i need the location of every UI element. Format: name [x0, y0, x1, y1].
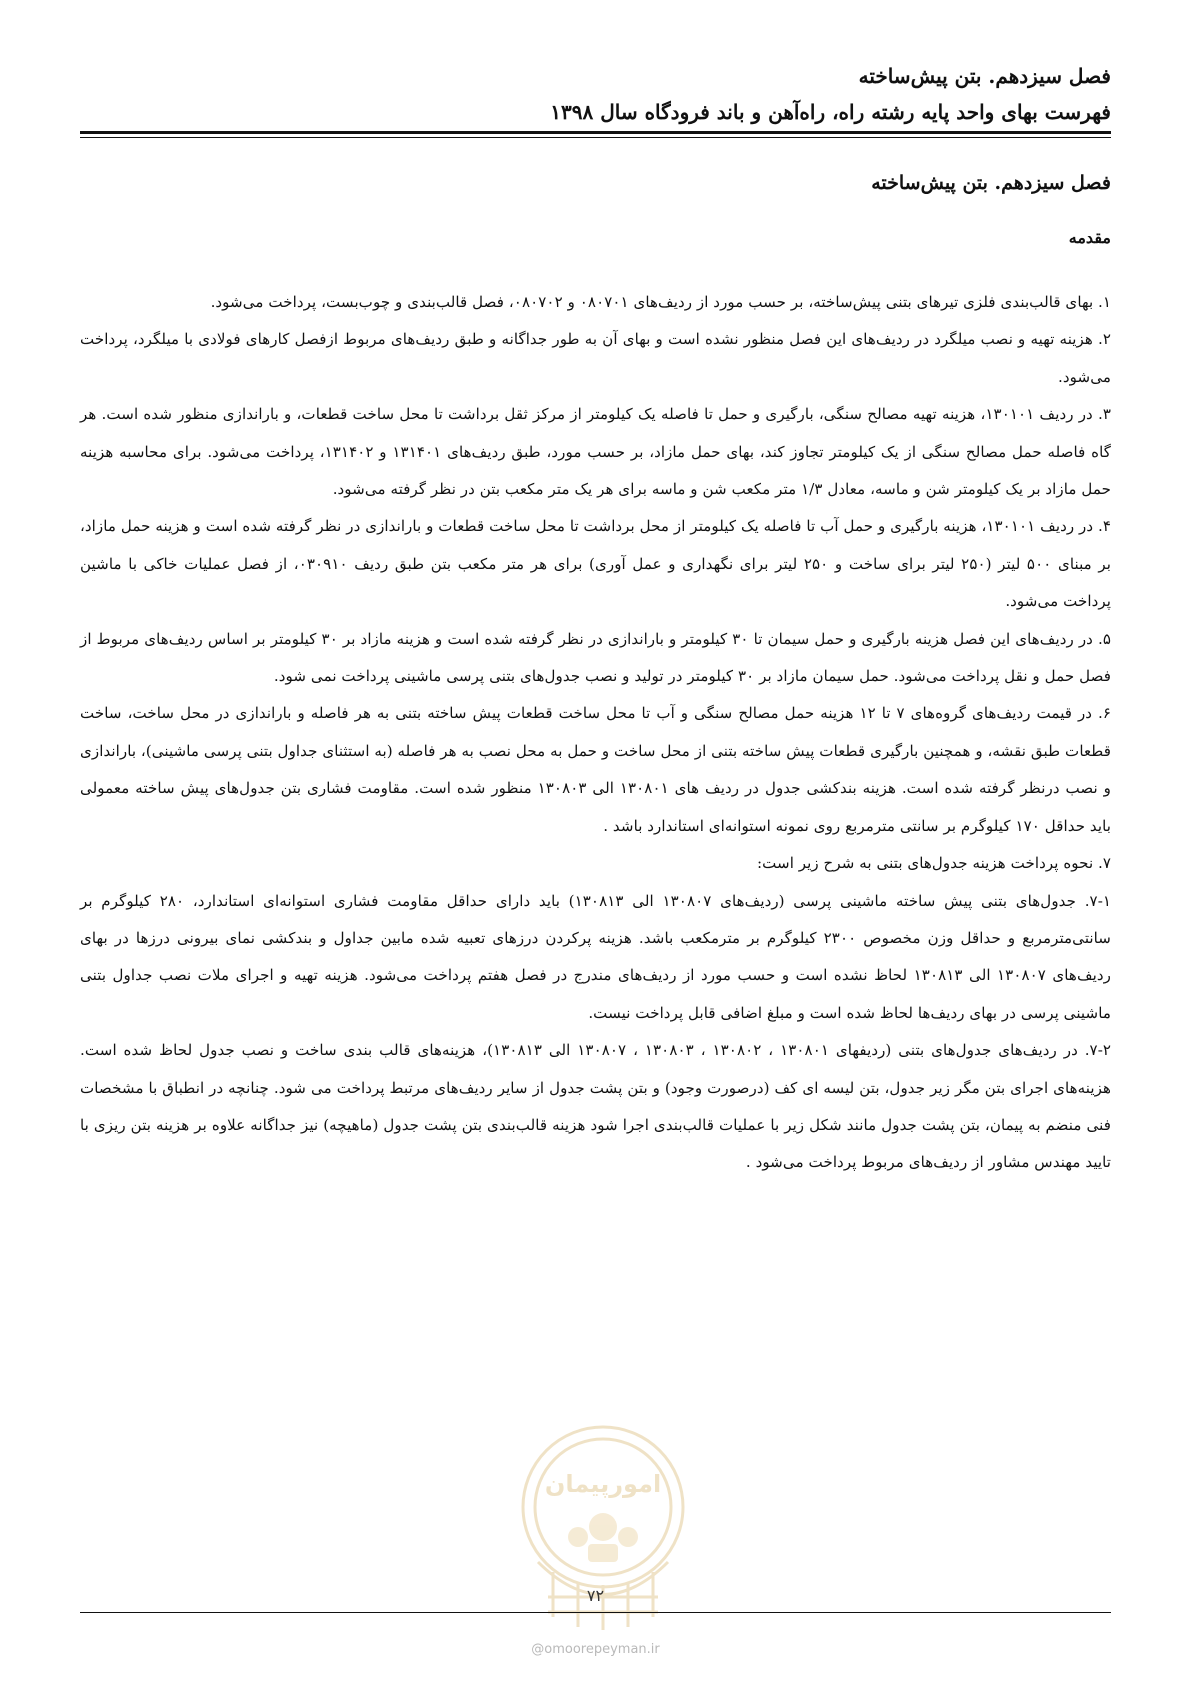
watermark-text: امورپیمان	[544, 1470, 662, 1498]
footer-rule	[80, 1612, 1111, 1613]
paragraph-2: ۲. هزینه تهیه و نصب میلگرد در ردیف‌های این فصل منظور نشده است و بهای آن به طور جداگانه و طبق ردیف‌های مربوط ازفصل کارهای فولادی با میلگرد، پرداخت می‌شود.	[80, 330, 1111, 386]
section-subtitle: مقدمه	[1068, 228, 1111, 247]
running-header-list-title: فهرست بهای واحد پایه رشته راه، راه‌آهن و باند فرودگاه سال ۱۳۹۸	[550, 100, 1111, 124]
page-number: ۷۲	[586, 1586, 605, 1605]
paragraph-7-1: ۷-۱. جدول‌های بتنی پیش ساخته ماشینی پرسی (ردیف‌های ۱۳۰۸۰۷ الی ۱۳۰۸۱۳) باید دارای حداقل مقاومت فشاری استوانه‌ای استاندارد، ۲۸۰ کیلوگرم بر سانتی‌مترمربع و حداقل وزن مخصوص ۲۳۰۰ کیلوگرم بر مترمکعب باشد. هزینه پرکردن درزهای تعبیه شده مابین جداول و بندکشی نمای بیرونی درزها در بهای ردیف‌های ۱۳۰۸۰۷ الی ۱۳۰۸۱۳ لحاظ نشده است و حسب مورد از ردیف‌های مندرج در فصل هفتم پرداخت می‌شود. هزینه تهیه و اجرای ملات نصب جداول بتنی ماشینی پرسی در بهای ردیف‌ها لحاظ شده است و مبلغ اضافی قابل پرداخت نیست.	[80, 891, 1112, 1022]
paragraph-7: ۷. نحوه پرداخت هزینه جدول‌های بتنی به شرح زیر است:	[756, 854, 1111, 873]
section-title: فصل سیزدهم. بتن پیش‌ساخته	[871, 172, 1111, 194]
running-header-chapter: فصل سیزدهم. بتن پیش‌ساخته	[858, 64, 1111, 88]
paragraph-5: ۵. در ردیف‌های این فصل هزینه بارگیری و حمل سیمان تا ۳۰ کیلومتر و باراندازی در نظر گرفته شده است و هزینه مازاد بر ۳۰ کیلومتر بر اساس ردیف‌های مربوط از فصل حمل و نقل پرداخت می‌شود. حمل سیمان مازاد بر ۳۰ کیلومتر در تولید و نصب جدول‌های بتنی پرسی ماشینی پرداخت نمی شود.	[80, 629, 1111, 686]
paragraph-3: ۳. در ردیف ۱۳۰۱۰۱، هزینه تهیه مصالح سنگی، بارگیری و حمل تا فاصله یک کیلومتر از مرکز ثقل برداشت تا محل ساخت قطعات، و باراندازی منظور شده است. هر گاه فاصله حمل مصالح سنگی از یک کیلومتر تجاوز کند، بهای حمل مازاد، بر حسب مورد، طبق ردیف‌های ۱۳۱۴۰۱ و ۱۳۱۴۰۲، پرداخت می‌شود. برای محاسبه هزینه حمل مازاد بر یک کیلومتر شن و ماسه، معادل ۱/۳ متر مکعب شن و ماسه برای هر یک متر مکعب بتن در نظر گرفته می‌شود.	[80, 405, 1111, 499]
header-rule-thin	[80, 137, 1111, 138]
paragraph-6: ۶. در قیمت ردیف‌های گروه‌های ۷ تا ۱۲ هزینه حمل مصالح سنگی و آب تا محل ساخت قطعات پیش ساخته بتنی به هر فاصله و باراندازی در محل ساخت، ساخت قطعات طبق نقشه، و همچنین بارگیری قطعات پیش ساخته بتنی از محل ساخت و حمل به محل نصب به هر فاصله (به استثنای جداول بتنی پرسی ماشینی)، باراندازی و نصب درنظر گرفته شده است. هزینه بندکشی جدول در ردیف های ۱۳۰۸۰۱ الی ۱۳۰۸۰۳ منظور شده است. مقاومت فشاری بتن جدول‌های پیش ساخته معمولی باید حداقل ۱۷۰ کیلوگرم بر سانتی مترمربع روی نمونه استوانه‌ای استاندارد باشد .	[80, 704, 1111, 835]
paragraph-1: ۱. بهای قالب‌بندی فلزی تیرهای بتنی پیش‌ساخته، بر حسب مورد از ردیف‌های ۰۸۰۷۰۱ و ۰۸۰۷۰۲، فصل قالب‌بندی و چوب‌بست، پرداخت می‌شود.	[210, 293, 1111, 311]
header-rule-thick	[80, 131, 1111, 134]
website-watermark: @omoorepeyman.ir	[531, 1642, 660, 1657]
paragraph-4: ۴. در ردیف ۱۳۰۱۰۱، هزینه بارگیری و حمل آب تا فاصله یک کیلومتر از محل برداشت تا محل ساخت قطعات و باراندازی در نظر گرفته شده است و هزینه حمل مازاد، بر مبنای ۵۰۰ لیتر (۲۵۰ لیتر برای ساخت و ۲۵۰ لیتر برای نگهداری و عمل آوری) برای هر متر مکعب بتن طبق ردیف ۰۳۰۹۱۰، از فصل عملیات خاکی با ماشین پرداخت می‌شود.	[80, 517, 1112, 611]
body-text	[80, 284, 1111, 1182]
paragraph-7-2: ۷-۲. در ردیف‌های جدول‌های بتنی (ردیفهای ۱۳۰۸۰۱ ، ۱۳۰۸۰۲ ، ۱۳۰۸۰۳ ، ۱۳۰۸۰۷ الی ۱۳۰۸۱۳)، هزینه‌های قالب بندی ساخت و نصب جدول لحاظ شده است. هزینه‌های اجرای بتن مگر زیر جدول، بتن لیسه ای کف (درصورت وجود) و بتن پشت جدول از سایر ردیف‌های مرتبط پرداخت می شود. چنانچه در انطباق با مشخصات فنی منضم به پیمان، بتن پشت جدول مانند شکل زیر با عملیات قالب‌بندی اجرا شود هزینه قالب‌بندی بتن پشت جدول (ماهیچه) نیز جداگانه علاوه بر هزینه بتن ریزی با تایید مهندس مشاور از ردیف‌های مربوط پرداخت می‌شود .	[80, 1041, 1111, 1172]
